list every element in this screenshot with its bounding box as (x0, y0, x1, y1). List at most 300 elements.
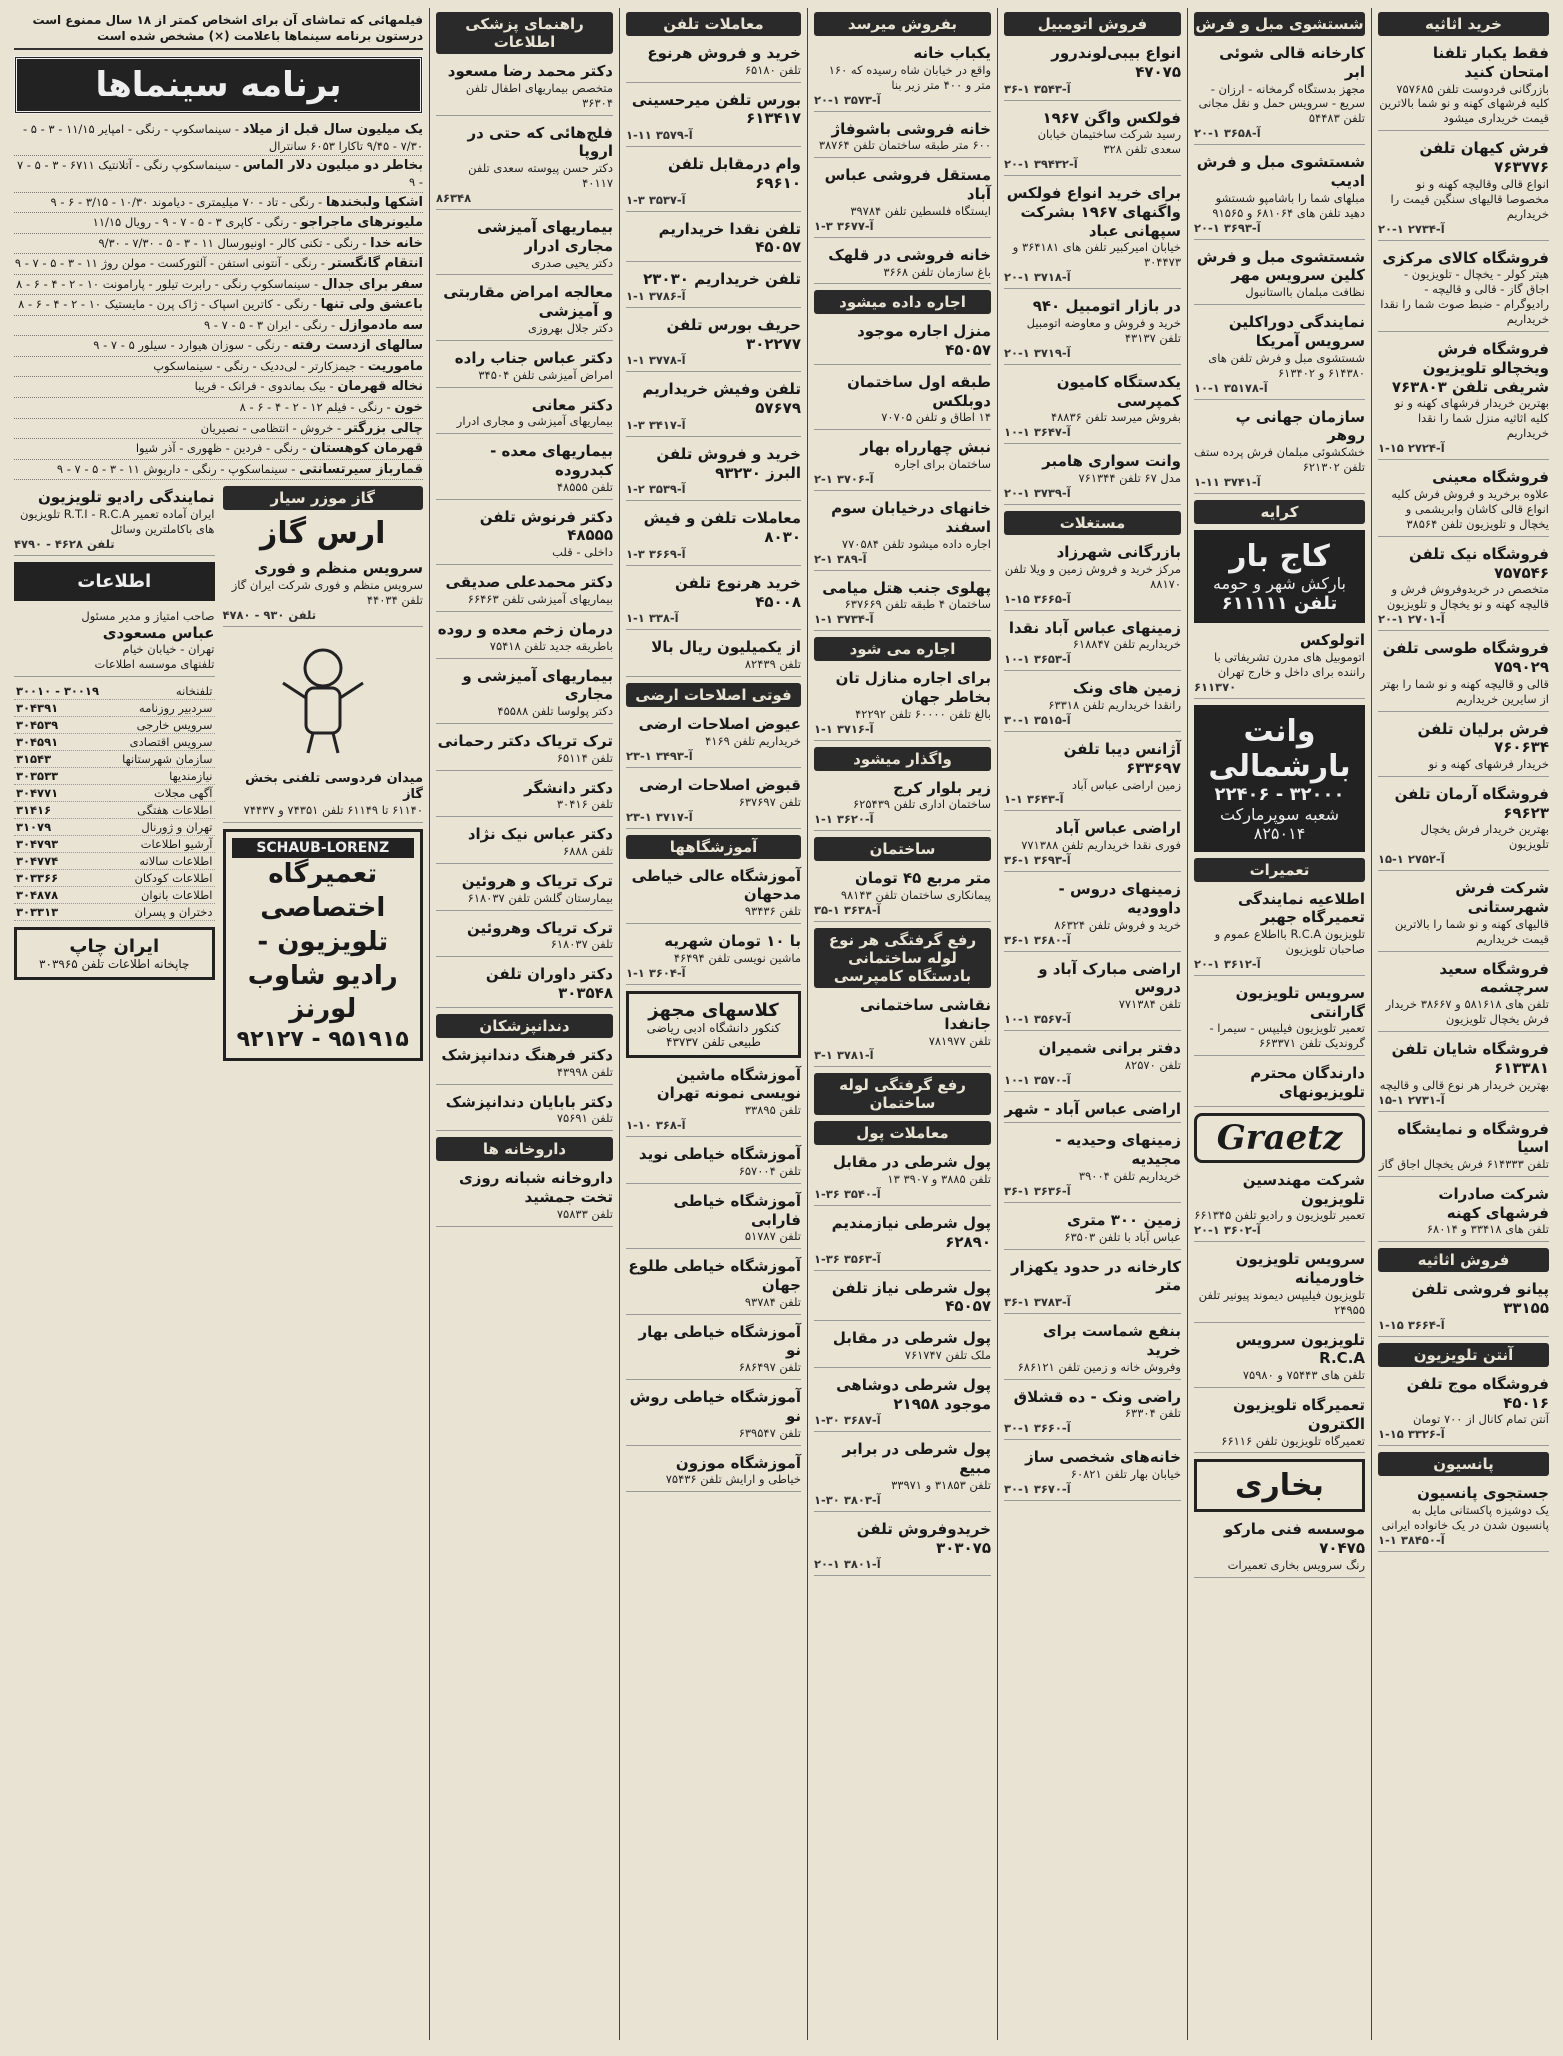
ad-title: دکتر عباس نیک نژاد (467, 825, 613, 844)
section-header: مستغلات (1004, 511, 1181, 535)
classified-ad (1004, 371, 1181, 444)
section-header: تعمیرات (1194, 858, 1365, 882)
ad-code: ۱۰-۱ آ-۳۶۴۷ (1004, 425, 1071, 440)
ad-body: تلفن ۶۳۹۵۴۷ (738, 1425, 801, 1440)
section-header: بفروش میرسد (814, 12, 991, 36)
ad-title: فروشگاه طوسی تلفن ۷۵۹۰۲۹ (1382, 639, 1549, 676)
ad-body: بفروش میرسد تلفن ۴۸۸۳۶ (1050, 410, 1181, 425)
ad-code: ۲۳-۱ آ-۳۷۱۷ (626, 809, 693, 824)
ad-title: خانه‌های شخصی ساز (1025, 1448, 1181, 1467)
info-logo-box (14, 562, 215, 601)
ad-code: ۳۶-۱ آ-۳۶۳۶ (1004, 1183, 1071, 1198)
ad-title: سرویس تلویزیون گارانتی (1235, 983, 1365, 1021)
phone-number: ۳۰۳۳۱۳ (14, 904, 110, 921)
classified-ad (814, 436, 991, 491)
ad-title: خانه فروشی در قلهک (828, 245, 991, 264)
ad-body: دکتر حسن پیوسته سعدی تلفن ۴۰۱۱۷ (468, 161, 613, 191)
classified-ad (1194, 42, 1365, 145)
ad-title: زمینهای عباس آباد نقدا (1008, 618, 1181, 637)
ad-body: تلفن ۶۸۶۴۹۷ (738, 1360, 801, 1375)
bottom-right-block (14, 486, 215, 1061)
classified-ad (436, 1091, 613, 1132)
ad-body: قالیهای کهنه و نو شما را بالاترین قیمت خریداریم (1394, 916, 1549, 946)
column-medical-guide (429, 8, 619, 2040)
gas-service-ad (223, 557, 424, 627)
ad-code: ۱-۳ آ-۳۵۳۷ (626, 192, 686, 207)
ad-body: تلفن ۷۷۱۳۸۴ (1118, 997, 1181, 1012)
ad-body: سرویس منظم و فوری شرکت ایران گاز تلفن ۴۴۰۳۴ (231, 577, 423, 607)
ad-title: زمین ۳۰۰ متری (1067, 1210, 1181, 1229)
film-listing: خانه خدا - رنگی - تکنی کالر - اونیورسال ۱۱ - ۳ - ۵ - ۷/۳۰ - ۹/۳۰ (14, 234, 423, 255)
ad-code: ۳۶-۱ آ-۳۷۸۳ (1004, 1295, 1071, 1310)
ad-body: تلفن ۳۰۴۱۶ (556, 797, 613, 812)
classified-ad (1378, 958, 1549, 1032)
ad-title: دکتر بابایان دندانپزشک (445, 1092, 613, 1111)
ad-code: ۲۰-۱ آ-۲۷۰۱ (1378, 612, 1445, 627)
classified-ad (1194, 1329, 1365, 1388)
ad-code: ۱۰-۱ آ-۳۶۵۳ (1004, 652, 1071, 667)
phone-row (14, 717, 215, 734)
ad-body: یک دوشیزه پاکستانی مایل به پانسیون شدن در یک خانواده ایرانی (1381, 1503, 1549, 1532)
schaub-title: تعمیرگاه اختصاصی تلویزیون - رادیو شاوب لورنز (247, 859, 398, 1025)
publisher-address: تهران - خیابان خیام (122, 642, 215, 657)
ad-body: تلفن ۶۱۴۳۳۳ فرش یخچال اجاق گاز (1379, 1157, 1549, 1171)
classified-ad (436, 1044, 613, 1085)
ad-title: قبوض اصلاحات ارضی (639, 775, 801, 794)
film-listing: باعشق ولی تنها - رنگی - کاترین اسپاک - ژاک پرن - مایستیک ۱۰ - ۲ - ۴ - ۶ - ۸ (14, 295, 423, 316)
phone-directory-table (14, 683, 215, 921)
classified-ad (436, 870, 613, 911)
ad-title: نبش چهارراه بهار (860, 438, 991, 457)
ad-title: پهلوی جنب هتل میامی (822, 578, 991, 597)
vanet-ad-phone: ۳۲۰۰۰ - ۲۲۴۰۶ (1214, 783, 1345, 805)
ad-body: رنگ سرویس بخاری تعمیرات (1227, 1557, 1365, 1572)
kaj-bar-ad-sub: بارکش شهر و حومه (1213, 573, 1346, 593)
phone-row (14, 768, 215, 785)
ad-code: ۸۶۳۴۸ (436, 191, 472, 205)
ad-title: زمین های ونک (1072, 679, 1181, 698)
section-header: فروش اتومبیل (1004, 12, 1181, 36)
classified-ad (1194, 888, 1365, 976)
classified-ad (814, 867, 991, 922)
ad-code: ۲۰-۱ آ-۳۷۳۹ (1004, 486, 1071, 500)
film-details: رنگی - کاپری ۳ - ۵ - ۷ - ۹ - رویال ۱۱/۱۵ (92, 215, 290, 230)
ad-code: ۲۰-۱ آ-۳۸۰۱ (814, 1557, 881, 1572)
schaub-lorenz-ad (223, 829, 424, 1061)
ad-code: ۱-۱ آ-۳۷۸۶ (626, 288, 686, 303)
phone-number: ۳۰۳۳۶۶ (14, 870, 110, 887)
ad-code: ۱-۱۵ آ-۲۷۲۴ (1378, 441, 1445, 456)
ad-body: خریداریم تلفن ۳۹۰۰۴ (1078, 1168, 1181, 1183)
ad-code: ۱-۱ آ-۳۷۳۴ (814, 612, 874, 627)
ad-code: تلفن ۴۶۲۸ - ۴۷۹۰ (14, 536, 115, 551)
ad-code: ۱۰-۱ آ-۳۵۶۷ (1004, 1012, 1071, 1026)
classified-ad (1004, 1209, 1181, 1250)
classified-ad (436, 823, 613, 864)
classified-ad (1004, 1037, 1181, 1092)
section-header: رفع گرفتگی هر نوع لوله ساختمانی بادستگاه کامپرسی (814, 928, 991, 988)
ad-body: زمین اراضی عباس آباد (1071, 777, 1181, 792)
ad-code: ۳۰-۱ آ-۳۵۱۵ (1004, 713, 1071, 727)
ad-title: برای خرید انواع فولکس واگنهای ۱۹۶۷ بشرکت سپهانی عباد (1006, 184, 1181, 240)
classified-ad (1004, 182, 1181, 289)
kaj-bar-ad (1194, 530, 1365, 623)
classified-ad (1378, 1482, 1549, 1552)
film-title: بخاطر دو میلیون دلار الماس (242, 158, 423, 174)
gas-header: گاز موزر سیار (223, 486, 424, 510)
ad-body: قالی و قالیچه کهنه و نو شما را بهتر از سایرین خریداریم (1380, 676, 1549, 706)
ad-body: خرید و فروش تلفن ۸۶۳۲۴ (1054, 917, 1181, 932)
ad-title: داروخانه شبانه روزی تخت جمشید (459, 1169, 613, 1206)
classified-ad (1378, 718, 1549, 777)
ad-body: رسید شرکت ساختیمان خیابان سعدی تلفن ۳۲۸ (1037, 127, 1181, 157)
ad-code: ۳-۱ آ-۳۷۸۱ (814, 1048, 874, 1063)
ad-body: دکتر یحیی صدری (531, 255, 613, 270)
age-restriction-notice: فیلمهائی که تماشای آن برای اشخاص کمتر از ۱۸ سال ممنوع است درستون برنامه سینماها باعلامت (×) مشخص شده است (14, 12, 423, 50)
ad-code: ۲-۱ آ-۳۷۰۶ (814, 472, 874, 487)
ad-body: بالغ تلفن ۶۰۰۰۰ تلفن ۴۲۲۹۲ (855, 706, 991, 721)
classified-ad (626, 218, 801, 263)
ad-body: داخلی - قلب (552, 545, 613, 560)
ad-body: ملک تلفن ۷۶۱۷۴۷ (904, 1347, 991, 1362)
ad-body: خیابان بهار تلفن ۶۰۸۲۱ (1070, 1466, 1181, 1481)
phone-label: آرشیو اطلاعات (110, 836, 214, 853)
ad-code: ۳۵-۱ آ-۳۶۳۸ (814, 903, 881, 917)
classified-ad (1004, 1098, 1181, 1124)
classified-ad (1194, 246, 1365, 305)
phone-label: آگهی مجلات (110, 785, 214, 802)
classified-ad (1194, 151, 1365, 239)
ad-body: انواع قالی وقالیچه کهنه و نو مخصوصا قالیهای سنگین قیمت را خریداریم (1390, 176, 1549, 221)
ad-title: حریف بورس تلفن ۳۰۲۲۷۷ (666, 315, 801, 353)
ad-title: خرید و فروش تلفن البرز ۹۳۲۳۰ (656, 444, 801, 482)
ad-body: تلفن ۶۳۳۰۴ (1124, 1406, 1181, 1421)
phone-label: اطلاعات کودکان (110, 870, 214, 887)
classified-ad (626, 1143, 801, 1184)
ad-body: باطریقه جدید تلفن ۷۵۴۱۸ (489, 638, 613, 653)
ad-title: با ۱۰ تومان شهریه (664, 931, 801, 950)
heater-title: بخاری (1235, 1468, 1324, 1504)
column-for-sale-rent-money (807, 8, 997, 2040)
mascot-illustration (223, 633, 424, 763)
ad-code: ۱-۳۰ آ-۳۸۰۳ (814, 1492, 881, 1507)
section-header: کرایه (1194, 500, 1365, 524)
ad-body: تلفن های ۵۸۱۶۱۸ و ۳۸۶۶۷ خریدار فرش یخچال تلویزیون (1385, 997, 1549, 1027)
classified-ad (436, 394, 613, 435)
classified-ad (1194, 1394, 1365, 1453)
schaub-brand: SCHAUB-LORENZ (232, 838, 415, 858)
ad-body: بیماریهای آمیزشی و مجاری ادرار (456, 414, 613, 429)
ad-title: ترک تریاک وهروئین (467, 918, 613, 937)
ad-title: آموزشگاه عالی خیاطی مدحهان (631, 866, 801, 904)
film-title: یک میلیون سال قبل از میلاد (242, 122, 423, 138)
ad-body: متخصص بیماریهای اطفال تلفن ۳۶۳۰۴ (465, 80, 613, 110)
ad-title: آموزشگاه خیاطی روش نو (629, 1388, 801, 1425)
ad-title: معالجه امراض مقاربتی و آمیزشی (443, 283, 613, 321)
classified-ad (814, 164, 991, 237)
film-listing: قهرمان کوهستان - رنگی - فردین - ظهوری - آذر شیوا (14, 439, 423, 460)
phone-number: ۳۱۴۱۶ (14, 802, 110, 819)
classified-ad (626, 443, 801, 502)
ad-code: ۲۰-۱ آ-۳۷۱۸ (1004, 270, 1071, 285)
classified-ad (814, 371, 991, 430)
classified-ad (626, 1321, 801, 1380)
classified-ad (814, 497, 991, 570)
ad-title: وام درمقابل تلفن ۶۹۶۱۰ (667, 155, 801, 192)
ad-code: ۱۵-۱ آ-۲۷۳۱ (1378, 1092, 1445, 1107)
ad-body: متخصص در خریدوفروش فرش و قالیچه کهنه و نو یخچال و تلویزیون (1386, 582, 1549, 612)
ad-code: ۲۰-۱ آ-۳۷۱۹ (1004, 345, 1071, 360)
ad-title: دکتر فرنوش تلفن ۴۸۵۵۵ (479, 507, 613, 545)
ad-title: آموزشگاه موزون (675, 1453, 801, 1472)
classified-ad (814, 1327, 991, 1368)
classified-ad (1194, 982, 1365, 1056)
ad-title: بیماریهای آمیزشی مجاری ادرار (476, 218, 613, 255)
ad-title: نمایندگی دوراکلین سرویس آمریکا (1228, 313, 1365, 350)
ad-code: ۱-۱۵ آ-۳۳۲۶ (1378, 1427, 1445, 1442)
ad-title: فقط یکبار تلفنا امتحان کنید (1432, 44, 1549, 81)
ad-title: پول شرطی نیازمندیم ۶۲۸۹۰ (831, 1214, 991, 1251)
ad-body: تلفن ۸۲۵۷۰ (1124, 1057, 1181, 1072)
film-details: رنگی - فیلم ۱۲ - ۲ - ۴ - ۶ - ۸ (239, 399, 383, 414)
ad-title: فروشگاه شایان تلفن ۶۱۳۳۸۱ (1391, 1040, 1549, 1077)
ad-body: تعمیر تلویزیون و رادیو تلفن ۶۶۱۳۴۵ (1194, 1208, 1365, 1223)
phone-label: اطلاعات هفتگی (110, 802, 214, 819)
ad-title: خرید هرنوع تلفن ۴۵۰۰۸ (675, 573, 801, 611)
ad-title: تعمیرگاه تلویزیون الکترون (1232, 1396, 1365, 1433)
section-header: خرید اثاثیه (1378, 12, 1549, 36)
ad-body: تلفن ۶۵۱۱۴ (556, 750, 613, 765)
ad-code: ۲۰-۱ آ-۳۶۰۲ (1194, 1223, 1261, 1238)
ad-title: فروشگاه موج تلفن ۴۵۰۱۶ (1406, 1374, 1549, 1412)
publisher-phones-title: تلفنهای موسسه اطلاعات (94, 657, 215, 672)
schaub-phone: ۹۲۱۲۷ - ۹۵۱۹۱۵ (236, 1027, 409, 1053)
ad-body: اجاره داده میشود تلفن ۷۷۰۵۸۴ (841, 536, 991, 551)
ad-title: فرش کیهان تلفن ۷۶۳۷۷۶ (1419, 139, 1549, 177)
classified-ad (626, 1452, 801, 1493)
section-header: آنتن تلویزیون (1378, 1343, 1549, 1367)
ad-body: ۶۱۱۴۰ تا ۶۱۱۴۹ تلفن ۷۴۳۵۱ و ۷۴۴۳۷ (243, 803, 423, 818)
ad-code: ۱-۳ آ-۳۶۶۹ (626, 546, 686, 561)
classified-ad (1004, 817, 1181, 872)
ad-code: ۱-۳ آ-۳۶۷۷ (814, 218, 874, 233)
ad-body: تلفن ۵۱۷۸۷ (744, 1229, 801, 1244)
classified-ad (814, 577, 991, 632)
classified-ad (436, 665, 613, 724)
ad-title: جستجوی پانسیون (1417, 1484, 1549, 1503)
classified-ad (1194, 629, 1365, 699)
classified-ad (1004, 617, 1181, 672)
ad-body: ایران آماده تعمیر R.T.I - R.C.A تلویزیون های باکاملترین وسائل (19, 506, 215, 536)
phone-number: ۳۰۴۷۷۴ (14, 853, 110, 870)
ad-body: آنتن تمام کانال از ۷۰۰ تومان (1413, 1412, 1549, 1427)
classified-ad (1004, 878, 1181, 951)
classified-ad (626, 1190, 801, 1249)
ad-code: ۱-۱ آ-۳۷۱۶ (814, 721, 874, 736)
ad-title: فروشگاه فرش ویخچالو تلویزیون شریفی تلفن ۷۶۳۸۰۳ (1391, 340, 1549, 396)
ad-title: پیانو فروشی تلفن ۳۳۱۵۵ (1411, 1280, 1549, 1318)
ad-title: خریدوفروش تلفن ۳۰۳۰۷۵ (856, 1519, 991, 1557)
classified-ad (1378, 338, 1549, 460)
ad-title: آموزشگاه خیاطی فارابی (673, 1191, 801, 1229)
classified-ad (1004, 450, 1181, 505)
vanet-ad-sub: شعبه سوپرمارکت ۸۲۵۰۱۴ (1219, 804, 1340, 843)
ad-body: تلفن ۷۸۱۹۷۷ (928, 1033, 991, 1048)
classified-ad (1378, 543, 1549, 631)
ad-body: باغ سازمان تلفن ۳۶۶۸ (883, 264, 991, 279)
ad-body: مرکز خرید و فروش زمین و ویلا تلفن ۸۸۱۷۰ (1004, 561, 1181, 591)
cinema-program-banner: برنامه سینماها (14, 56, 423, 114)
ad-body: تلفن ۶۱۸۰۳۷ (550, 937, 613, 952)
phone-number: ۳۰۳۵۳۳ (14, 768, 110, 785)
ad-title: دکتر دانشگر (524, 778, 613, 797)
ad-body: بازرگانی فردوست تلفن ۷۵۷۶۸۵ کلیه فرشهای کهنه و نو شما بالاترین قیمت خریداری میشود (1379, 81, 1549, 126)
section-header: معاملات پول (814, 1121, 991, 1145)
ad-body: تلفن ۴۸۵۵۵ (556, 479, 613, 494)
classified-ad (1378, 1038, 1549, 1111)
classified-ad (1004, 1386, 1181, 1441)
ad-code: ۱۰-۱ آ-۳۵۷۰ (1004, 1072, 1071, 1087)
film-list (14, 120, 423, 480)
phone-label: سرویس خارجی (110, 717, 214, 734)
ad-body: تلفن ۸۲۴۳۹ (744, 657, 801, 672)
film-details: بیک بماندوی - فرانک - فریبا (194, 379, 326, 394)
ad-body: امراض آمیزشی تلفن ۳۴۵۰۴ (478, 367, 613, 382)
phone-label: سازمان شهرستانها (110, 751, 214, 768)
classified-ad (1378, 783, 1549, 871)
section-header: راهنمای پزشکی اطلاعات (436, 12, 613, 54)
ad-code: ۱-۱ آ-۳۸۴۵۰ (1378, 1532, 1445, 1547)
ad-body: تلفن ۷۵۶۹۱ (556, 1111, 613, 1126)
classified-ad (626, 314, 801, 373)
ad-title: زیر بلوار کرج (893, 778, 991, 797)
section-header: داروخانه ها (436, 1137, 613, 1161)
phone-row (14, 853, 215, 870)
phone-row (14, 751, 215, 768)
ad-code: ۳۶-۱ آ-۳۵۴۳ (1004, 81, 1071, 96)
ad-title: آموزشگاه ماشین نویسی نمونه تهران (656, 1065, 801, 1103)
ad-body: ساختمان برای اجاره (894, 457, 991, 472)
section-header: ساختمان (814, 837, 991, 861)
ad-code: ۲۰-۱ آ-۳۹۴۳۲ (1004, 157, 1078, 172)
classified-ad (626, 774, 801, 829)
ad-title: یکدستگاه کامیون کمپرسی (1056, 372, 1181, 410)
column-cleaning-rentals-repairs (1187, 8, 1371, 2040)
ad-title: خانهای درخیابان سوم اسفند (831, 499, 991, 536)
phone-number: ۳۰۴۸۷۸ (14, 887, 110, 904)
print-house-phone: چاپخانه اطلاعات تلفن ۳۰۳۹۶۵ (39, 957, 190, 972)
ad-body: خشکشوئی مبلمان فرش پرده ستف تلفن ۶۲۱۳۰۲ (1194, 445, 1365, 474)
ad-title: سرویس منظم و فوری (254, 559, 423, 578)
ad-body: تلفن ۶۳۷۶۹۷ (738, 794, 801, 809)
classified-ad (1004, 1129, 1181, 1202)
classified-ad (626, 89, 801, 148)
ad-body: تلفن ۳۳۸۹۵ (744, 1103, 801, 1118)
section-header: آموزشگاهها (626, 835, 801, 859)
classified-ad (814, 1212, 991, 1271)
film-details: سینماسکوپ - رنگی - داریوش ۱۱ - ۳ - ۵ - ۷ - ۹ (56, 461, 288, 476)
ad-title: میدان فردوسی تلفنی بخش گاز (245, 770, 423, 803)
phone-label: اطلاعات سالانه (110, 853, 214, 870)
ad-body: تعمیرگاه تلویزیون تلفن ۶۶۱۱۶ (1221, 1433, 1365, 1448)
section-header: رفع گرفتگی لوله ساختمان (814, 1073, 991, 1115)
classified-ad (1378, 42, 1549, 131)
phone-label: تلفنخانه (110, 683, 214, 700)
classified-ad (1004, 1446, 1181, 1501)
ad-code: ۲۰-۱ آ-۳۶۱۲ (1194, 956, 1261, 971)
classified-ad (1004, 1320, 1181, 1379)
ad-body: عباس آباد با تلفن ۶۳۵۰۳ (1064, 1229, 1181, 1244)
phone-label: سردبیر روزنامه (110, 700, 214, 717)
film-listing: سالهای ازدست رفته - رنگی - سوزان هیوارد - سیلور ۵ - ۷ - ۹ (14, 336, 423, 357)
ad-body: بهترین خریدار هر نوع قالی و قالیچه (1379, 1077, 1549, 1092)
ad-title: نمایندگی رادیو تلویزیون (37, 488, 215, 507)
film-title: انتقام گانگستر (328, 256, 423, 272)
ad-code: ۲-۱ آ-۳۸۹ (814, 551, 867, 566)
film-details: رنگی - فردین - ظهوری - آذر شیوا (135, 441, 299, 456)
ad-body: خرید و فروش و معاوضه اتومبیل تلفن ۴۳۱۳۷ (1026, 316, 1181, 345)
ad-title: شستشوی مبل و فرش ادیب (1196, 153, 1365, 191)
classified-ad (1004, 677, 1181, 732)
film-listing: قمارباز سیرتسانتی - سینماسکوپ - رنگی - داریوش ۱۱ - ۳ - ۵ - ۷ - ۹ (14, 460, 423, 481)
film-title: قمارباز سیرتسانتی (299, 461, 423, 477)
section-header: پانسیون (1378, 1452, 1549, 1476)
konkur-t: کلاسهای مجهز (648, 999, 779, 1021)
classified-ad (814, 1374, 991, 1433)
film-details: سینماسکوپ - رنگی - امپایر ۱۱/۱۵ - ۳ - ۵ - ۷/۳۰ - ۹/۴۵ تاکارا ۶۰۵۳ سانترال (22, 122, 423, 153)
gas-logo: ارس گاز (260, 516, 386, 552)
ad-code: ۳۰-۱ آ-۳۶۶۰ (1004, 1421, 1071, 1436)
ad-title: فروشگاه کالای مرکزی (1382, 248, 1549, 267)
ad-title: فولکس واگن ۱۹۶۷ (1042, 108, 1181, 127)
classified-ad (1004, 738, 1181, 811)
film-details: رنگی - تاد - ۷۰ میلیمتری - دیاموند ۱۰/۳۰ - ۳/۱۵ - ۶ - ۹ (50, 194, 315, 209)
ad-body: تلویزیون فیلیپس دیموند پیونیر تلفن ۲۴۹۵۵ (1198, 1287, 1365, 1317)
ad-body: بیماریهای آمیزشی تلفن ۶۶۴۶۳ (467, 591, 613, 606)
ad-title: شرکت مهندسین تلویزیون (1242, 1170, 1365, 1208)
phone-number: ۳۱۵۴۳ (14, 751, 110, 768)
ad-title: آموزشگاه خیاطی طلوع جهان (628, 1257, 801, 1294)
classified-ad (814, 667, 991, 740)
film-listing: سفر برای جدال - سینماسکوپ رنگی - رابرت تیلور - پارامونت ۱۰ - ۲ - ۴ - ۶ - ۸ (14, 275, 423, 296)
publisher-label: صاحب امتیاز و مدیر مسئول (81, 608, 215, 623)
ad-body: واقع در خیابان شاه رسیده که ۱۶۰ متر و ۴۰۰ متر زیر بنا (828, 62, 991, 92)
ad-body: تلفن ۳۱۸۵۳ و ۳۳۹۷۱ (891, 1477, 991, 1492)
section-header: اجاره می شود (814, 637, 991, 661)
ad-title: دکتر محمدعلی صدیقی (445, 573, 613, 592)
classified-ad (1004, 1256, 1181, 1315)
ad-title: تلفن وفیش خریداریم ۵۷۶۷۹ (642, 380, 801, 418)
mascot-icon (268, 638, 378, 758)
phone-label: سرویس اقتصادی (110, 734, 214, 751)
film-title: سالهای ازدست رفته (291, 338, 423, 354)
ad-title: درمان زخم معده و روده (437, 619, 613, 638)
section-header: فوتی اصلاحات ارضی (626, 683, 801, 707)
ad-body: ساختمان اداری تلفن ۶۲۵۴۳۹ (853, 797, 991, 812)
ad-body: بهترین خریدار فرشهای کهنه و نو کلیه اثاثیه منزل شما را نقدا خریداریم (1394, 396, 1549, 441)
phone-number: ۳۰۴۷۷۱ (14, 785, 110, 802)
film-title: قهرمان کوهستان (310, 441, 423, 457)
ad-title: منزل اجاره موجود ۴۵۰۵۷ (857, 322, 991, 360)
classified-ad (1378, 1183, 1549, 1242)
classified-ad (436, 216, 613, 275)
film-listing: ملیونرهای ماجراجو - رنگی - کاپری ۳ - ۵ - ۷ - ۹ - رویال ۱۱/۱۵ (14, 213, 423, 234)
info-logo-title: اطلاعات (77, 570, 152, 592)
film-listing: انتقام گانگستر - رنگی - آنتونی استفن - آلتورکست - مولن روژ ۱۱ - ۳ - ۵ - ۷ - ۹ (14, 254, 423, 275)
ad-title: سازمان جهانی پ روهر (1235, 407, 1365, 445)
classified-ad (1004, 42, 1181, 101)
film-listing: بخاطر دو میلیون دلار الماس - سینماسکوپ رنگی - آتلانتیک ۶۷۱۱ - ۳ - ۵ - ۷ - ۹ (14, 156, 423, 192)
